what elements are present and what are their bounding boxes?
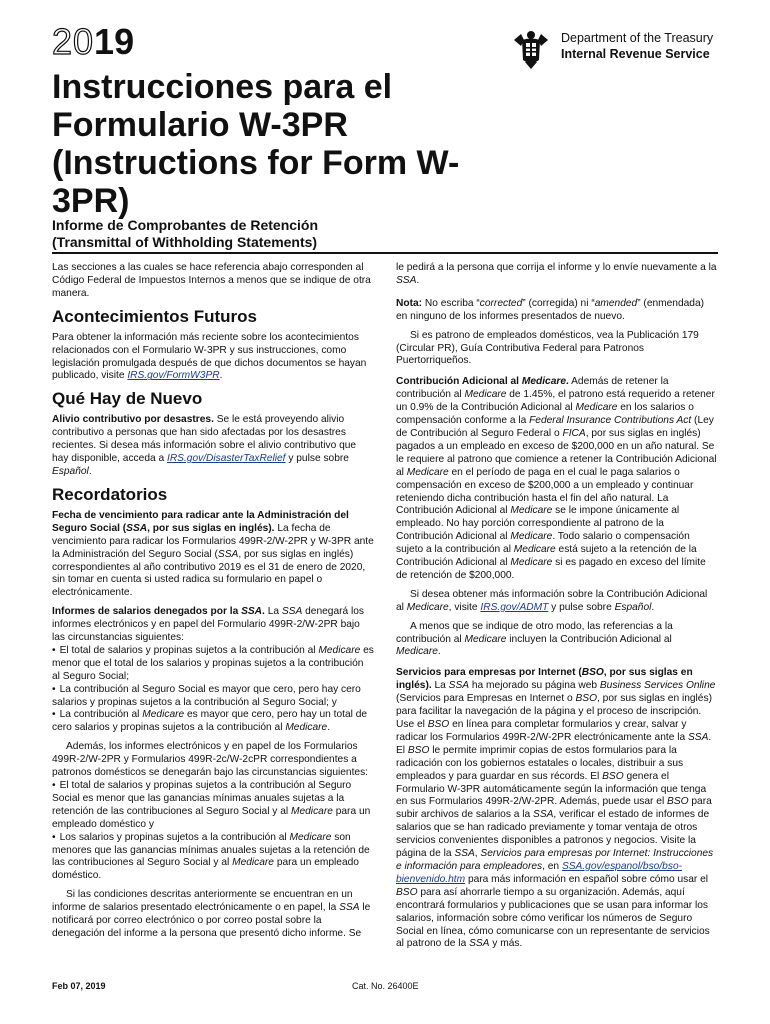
continued-paragraph	[396, 262, 718, 288]
text-fragment: ” (corregida) ni “	[522, 297, 595, 309]
bso-paragraph	[396, 667, 718, 951]
text-fragment: es mayor que cero, pero hay un total de cero salarios y propinas sujetos a la contribución al	[52, 709, 368, 734]
text-fragment: .	[88, 465, 92, 477]
text-fragment: BSO	[427, 719, 450, 730]
relief-heading: Alivio contributivo por desastres.	[52, 414, 214, 426]
text-fragment: SSA	[533, 809, 554, 821]
household-paragraph	[396, 330, 718, 369]
text-fragment: , visite	[448, 601, 481, 613]
text-fragment: y pulse sobre	[548, 601, 615, 613]
heading-reminders: Recordatorios	[52, 484, 168, 504]
catalog-number: Cat. No. 26400E	[352, 981, 419, 991]
list-item	[52, 645, 374, 684]
denied-paragraph	[52, 606, 374, 645]
text-fragment: Medicare	[513, 544, 556, 556]
text-fragment: SSA	[448, 680, 470, 692]
text-fragment: El total de salarios y propinas sujetos a la contribución al Seguro Social es menor que las ganancias mínimas anuales sujetas a la retención de las contribuciones al Seguro Social y al	[52, 780, 352, 817]
subtitle-line-1: Informe de Comprobantes de Retención	[52, 217, 319, 233]
text-fragment: genera el Formulario W-3PR automáticamente según la información que tenga en sus Formularios 499R-2/W-2PR. Además, puede usar el	[396, 770, 707, 808]
text-fragment: Medicare	[406, 466, 449, 478]
text-fragment: .	[327, 722, 331, 734]
agency-name: Internal Revenue Service	[561, 47, 710, 61]
text-fragment: .	[651, 601, 655, 613]
text-fragment: en el período de paga en el cual le paga salarios o compensación en exceso de $200,000 a un empleado y continuar reteniendo dicha contribución hasta el fin del año natural. La Contribución Adicional al	[396, 466, 694, 517]
conditions-paragraph	[52, 889, 374, 941]
text-fragment: .	[437, 646, 441, 658]
text-fragment: incluyen la Contribución Adicional al	[506, 633, 672, 645]
text-fragment: si es pagado en exceso del límite de retención de $200,000.	[396, 557, 706, 581]
text-fragment: . Todo salario o compensación sujeto a la contribución al	[396, 531, 690, 556]
text-fragment: Medicare	[290, 805, 333, 817]
list-item	[52, 709, 374, 735]
future-paragraph	[52, 332, 374, 384]
text-fragment: BSO	[667, 796, 689, 808]
text-fragment: Federal Insurance Contributions Act	[529, 415, 692, 427]
text-fragment: se le impone únicamente al empleado. No hay porción correspondiente al patrono de la Contribución Adicional al	[396, 505, 680, 543]
denied-text: denegará los informes electrónicos y en papel del Formulario 499R-2/W-2PR bajo las circunstancias siguientes:	[52, 606, 365, 644]
text-fragment: BSO	[602, 770, 624, 782]
text-fragment: SSA	[126, 522, 148, 534]
text-fragment: Medicare	[406, 601, 449, 613]
text-fragment: Business Services Online	[599, 680, 716, 692]
text-fragment: La	[264, 606, 282, 618]
department-name: Department of the Treasury	[561, 31, 714, 45]
text-fragment: SSA	[281, 606, 303, 618]
text-fragment: BSO	[396, 886, 418, 898]
text-fragment: le permite imprimir copias de estos formularios para la radicación con los gobiernos estatales o locales, distribuir a sus empleados y para guardar en sus récords. El	[396, 744, 684, 782]
link-ssa-bso[interactable]: SSA.gov/espanol/bso/bso-bienvenido.htm	[396, 860, 682, 885]
text-fragment: (Ley de Contribución al Seguro Federal o	[396, 415, 714, 439]
text-fragment: le notificará por correo electrónico o por correo postal sobre la denegación del informe a la persona que presentó dicho informe. Se	[52, 902, 371, 939]
also-text: Además, los informes electrónicos y en papel de los Formularios 499R-2/W-2PR y Formularios 499R-2c/W-2cPR correspondientes a patronos domésticos se denegarán bajo las circunstancias siguientes:	[52, 741, 368, 779]
text-fragment: amended	[594, 297, 638, 309]
future-text: Para obtener la información más reciente sobre los acontecimientos relacionados con el Formulario W-3PR y sus instrucciones, como legislación promulgada después de que dichos documentos se hayan publicado, visite	[52, 331, 367, 382]
text-fragment: , verificar el estado de informes de salarios que se han radicado previamente y tomar ventaja de otros servicios convenientes disponibles a patronos y negocios. Visite la página de la	[396, 809, 710, 860]
agency-block	[561, 30, 713, 62]
relief-paragraph	[52, 414, 374, 479]
text-fragment: .	[262, 606, 265, 618]
text-fragment: SSA	[241, 606, 263, 618]
text-fragment: SSA	[454, 848, 475, 860]
link-form-w3pr[interactable]: IRS.gov/FormW3PR	[127, 370, 220, 382]
text-fragment: Medicare	[575, 402, 618, 414]
additional-medicare-heading: Contribución Adicional al	[396, 376, 522, 388]
list-item	[52, 780, 374, 832]
note-label: Nota:	[396, 297, 423, 309]
text-fragment: , por sus siglas en inglés).	[147, 522, 275, 534]
text-fragment: y pulse sobre	[285, 453, 349, 465]
text-fragment: La contribución al	[59, 709, 143, 721]
link-admt[interactable]: IRS.gov/ADMT	[480, 601, 549, 613]
text-fragment: , por sus siglas en inglés) correspondientes al año contributivo 2019 es el 31 de enero de 2020, sin tomar en cuenta si usted radica su formulario en papel o electrónicamente.	[52, 548, 366, 599]
text-fragment: en línea para completar formularios y crear, salvar y radicar los Formularios 499R-2/W-2PR electrónicamente ante la	[396, 719, 688, 743]
text-fragment: Si las condiciones descritas anteriormente se encuentran en un informe de salarios presentado electrónicamente o en papel, la	[52, 889, 353, 914]
text-fragment: en los salarios o compensación conforme a la	[396, 402, 694, 427]
text-fragment: BSO	[575, 693, 598, 705]
text-fragment: Medicare	[285, 722, 328, 734]
text-fragment: , en	[542, 860, 562, 872]
list-item	[52, 684, 374, 710]
text-fragment: Medicare	[396, 646, 438, 658]
text-fragment: A menos que se indique de otro modo, las referencias a la contribución al	[396, 620, 673, 645]
household-denied-paragraph	[52, 741, 374, 780]
more-info-paragraph	[396, 589, 718, 615]
text-fragment: son menores que las ganancias mínimas anuales sujetas a la retención de las contribuciones al Seguro Social y al	[52, 831, 370, 869]
text-fragment: Medicare	[318, 644, 361, 656]
text-fragment: Los salarios y propinas sujetos a la contribución al	[59, 831, 290, 843]
note-paragraph	[396, 298, 718, 324]
heading-whats-new: Qué Hay de Nuevo	[52, 389, 203, 409]
text-fragment: para así ahorrarle tiempo a su organización. Además, aquí encontrará formularios y publicaciones que se usan para informar los salarios, información sobre cómo verificar los números de Seguro Social en línea, cómo comunicarse con un representante de servicios al patrono de la	[396, 886, 710, 950]
text-fragment: SSA	[396, 274, 417, 286]
footer-date: Feb 07, 2019	[52, 981, 106, 991]
subtitle-line-2: (Transmittal of Withholding Statements)	[52, 234, 318, 250]
household-text: Si es patrono de empleados domésticos, vea la Publicación 179 (Circular PR), Guía Contributiva Federal para Patronos Puertorriqueños.	[396, 329, 699, 367]
text-fragment: y más.	[489, 938, 523, 950]
bso-heading: Servicios para empresas por Internet (	[396, 667, 582, 679]
right-column	[396, 262, 718, 957]
text-fragment: Medicare	[232, 857, 274, 869]
tax-year	[52, 22, 134, 62]
relief-text: Se le está proveyendo alivio contributivo a personas que han sido afectadas por los desastres recientes. Si desea más información sobre el alivio contributivo que hay disponible, acceda a	[52, 414, 357, 465]
intro-text: Las secciones a las cuales se hace referencia abajo corresponden al Código Federal de Impuestos Internos a menos que se indique de otra manera.	[52, 262, 371, 299]
text-fragment: ” (enmendada) en ninguno de los informes presentados de nuevo.	[396, 297, 705, 322]
text-fragment: para un empleado doméstico.	[52, 857, 359, 882]
list-item	[52, 832, 374, 884]
header-rule	[52, 252, 718, 254]
text-fragment: Medicare	[521, 376, 567, 388]
text-fragment: corrected	[479, 297, 523, 309]
denied-heading: Informes de salarios denegados por la	[52, 606, 242, 618]
text-fragment: , por sus siglas en inglés) para facilitar la navegación de la página y el proceso de inscripción. Use el	[396, 693, 712, 730]
text-fragment: , por sus siglas en inglés).	[396, 667, 693, 692]
text-fragment: Medicare	[289, 831, 332, 843]
text-fragment: (Servicios para Empresas en Internet o	[396, 693, 576, 705]
unless-paragraph	[396, 621, 718, 660]
document-subtitle	[52, 217, 432, 251]
text-fragment: para subir archivos de salarios a la	[396, 796, 712, 821]
text-fragment: . El	[396, 731, 712, 756]
text-fragment: Si desea obtener más información sobre la Contribución Adicional al	[396, 588, 708, 613]
text-fragment: .	[566, 376, 569, 388]
due-text: La fecha de vencimiento para radicar los Formularios 499R-2/W-2PR y W-3PR ante la Administración del Seguro Social (	[52, 522, 374, 560]
text-fragment: La	[431, 680, 449, 692]
year-outline: 20	[52, 21, 95, 62]
text-fragment: No escriba “	[422, 297, 480, 309]
text-fragment: para más información en español sobre cómo usar el	[465, 873, 709, 885]
additional-medicare-paragraph	[396, 376, 718, 583]
due-heading: Fecha de vencimiento para radicar ante la Administración del Seguro Social (	[52, 509, 349, 534]
heading-future-developments: Acontecimientos Futuros	[52, 306, 257, 326]
text-fragment: Medicare	[142, 709, 185, 721]
text-fragment: está sujeto a la retención de la Contribución Adicional al	[396, 544, 697, 569]
text-fragment: para un empleado doméstico y	[52, 805, 371, 830]
text-fragment: SSA	[469, 938, 490, 950]
document-title: Instrucciones para el Formulario W-3PR (Instructions for Form W-3PR)	[52, 68, 460, 220]
text-fragment: , por sus siglas en inglés) pagados a un empleado en exceso de $200,000 en un año natural. Se le requiere al patrono que comience a retener la Contribución Adicional al	[396, 427, 717, 478]
text-fragment: Español	[52, 465, 89, 477]
year-bold: 19	[94, 21, 135, 62]
text-fragment: Español	[614, 601, 652, 613]
left-column	[52, 262, 374, 947]
due-date-paragraph	[52, 510, 374, 600]
text-fragment: SSA	[339, 902, 360, 914]
text-fragment: Medicare	[464, 633, 507, 645]
irs-eagle-logo-icon	[511, 26, 551, 70]
text-fragment: es menor que el total de los salarios y propinas sujetos a la contribución al Seguro Social;	[52, 644, 374, 682]
text-fragment: El total de salarios y propinas sujetos a la contribución al	[59, 644, 319, 656]
text-fragment: Medicare	[464, 389, 507, 401]
intro-paragraph	[52, 262, 374, 301]
text-fragment: BSO	[407, 744, 430, 756]
text-fragment: .	[219, 370, 223, 382]
text-fragment: BSO	[581, 667, 604, 679]
text-fragment: .	[416, 274, 420, 286]
text-fragment: La contribución al Seguro Social es mayor que cero, pero hay cero salarios y propinas sujetos a la contribución al Seguro Social; y	[52, 683, 361, 708]
text-fragment: de 1.45%, el patrono está requerido a retener un 0.9% de la Contribución Adicional al	[396, 389, 715, 414]
text-fragment: ,	[474, 848, 481, 860]
text-fragment: Servicios para empresas por Internet: Instrucciones e información para empleadores	[396, 848, 714, 872]
text-fragment: SSA	[217, 548, 239, 560]
text-fragment: Además de retener la contribución al	[396, 376, 669, 401]
text-fragment: Medicare	[510, 557, 553, 569]
text-fragment: Medicare	[510, 531, 553, 543]
text-fragment: SSA	[687, 731, 709, 743]
text-fragment: FICA	[562, 427, 586, 439]
link-disaster-tax-relief[interactable]: IRS.gov/DisasterTaxRelief	[166, 453, 286, 465]
text-fragment: le pedirá a la persona que corrija el informe y lo envíe nuevamente a la	[396, 262, 717, 273]
text-fragment: Medicare	[510, 505, 553, 517]
text-fragment: ha mejorado su página web	[469, 680, 600, 692]
